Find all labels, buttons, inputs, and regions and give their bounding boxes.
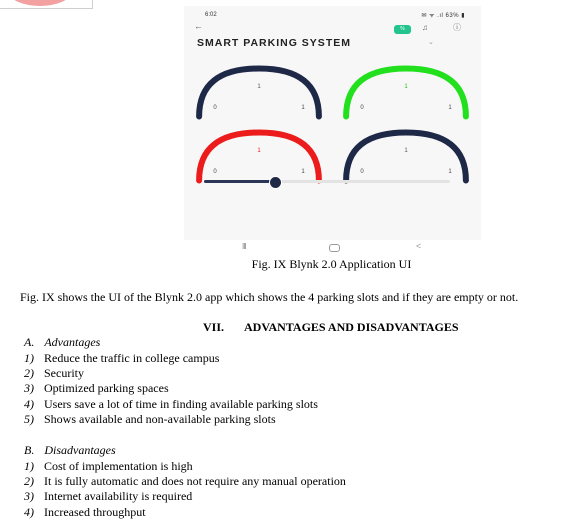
body-paragraph: Fig. IX shows the UI of the Blynk 2.0 app which shows the 4 parking slots and if they are empty or not. [20, 290, 519, 304]
list-item [24, 489, 192, 504]
list-number: 4) [24, 397, 34, 411]
list-text: Security [44, 366, 84, 380]
gauge-value: 1 [404, 148, 408, 154]
subsection-disadvantages [24, 443, 116, 458]
list-number: 4) [24, 505, 34, 519]
recent-apps-icon[interactable]: III [242, 242, 246, 251]
gauge-value: 1 [257, 148, 261, 154]
list-number: 3) [24, 489, 34, 503]
subsection-letter: B. [24, 443, 35, 457]
gauge-max: 1 [301, 169, 305, 175]
list-number: 1) [24, 351, 34, 365]
notification-icon[interactable]: ♫ [422, 23, 428, 32]
list-number: 1) [24, 459, 34, 473]
list-item [24, 351, 219, 366]
list-text: Reduce the traffic in college campus [44, 351, 220, 365]
gauge-3 [199, 133, 319, 181]
nav-back-icon[interactable]: < [416, 241, 422, 251]
gauge-min: 0 [213, 169, 217, 175]
gauge-4 [346, 133, 466, 181]
list-number: 3) [24, 381, 34, 395]
gauge-max: 1 [301, 105, 305, 111]
gauge-min: 0 [360, 105, 364, 111]
subsection-title: Advantages [44, 335, 101, 349]
gauge-value: 1 [257, 84, 261, 90]
figure-caption: Fig. IX Blynk 2.0 Application UI [251, 257, 412, 271]
section-heading [203, 320, 459, 335]
subsection-title: Disadvantages [44, 443, 116, 457]
list-item [24, 459, 193, 474]
subsection-advantages [24, 335, 100, 350]
subsection-letter: A. [24, 335, 35, 349]
status-icons: ✉ ᯤ .ıl 63% ▮ [421, 13, 465, 19]
gauge-2 [346, 69, 466, 117]
list-item [24, 366, 84, 381]
list-text: Cost of implementation is high [44, 459, 193, 473]
list-text: Increased throughput [44, 505, 146, 519]
list-text: Internet availability is required [44, 489, 193, 503]
status-time: 6:02 [205, 12, 217, 18]
list-text: It is fully automatic and does not require any manual operation [44, 474, 346, 488]
gauge-min: 0 [360, 169, 364, 175]
list-text: Optimized parking spaces [44, 381, 169, 395]
list-item [24, 505, 146, 520]
gauge-value: 1 [404, 84, 408, 90]
list-number: 2) [24, 474, 34, 488]
gauge-max: 1 [448, 169, 452, 175]
chevron-down-icon[interactable]: ⌄ [428, 39, 434, 46]
section-title: ADVANTAGES AND DISADVANTAGES [244, 320, 459, 334]
slider-fill [204, 180, 275, 183]
online-chip[interactable]: % [394, 25, 411, 34]
list-item [24, 381, 169, 396]
list-item [24, 474, 346, 489]
gauge-max: 1 [448, 105, 452, 111]
list-item [24, 412, 276, 427]
info-icon[interactable]: ⓘ [453, 23, 461, 32]
list-number: 2) [24, 366, 34, 380]
section-number: VII. [203, 320, 225, 334]
list-text: Users save a lot of time in finding available parking slots [44, 397, 318, 411]
home-icon[interactable] [329, 244, 340, 252]
gauges-panel [184, 6, 481, 240]
list-item [24, 397, 318, 412]
list-number: 5) [24, 412, 34, 426]
app-screenshot [184, 6, 481, 251]
back-arrow-icon[interactable]: ← [194, 21, 203, 31]
list-text: Shows available and non-available parking slots [44, 412, 276, 426]
gauge-1 [199, 69, 319, 117]
gauge-min: 0 [213, 105, 217, 111]
slider-track[interactable] [204, 180, 450, 183]
app-title: SMART PARKING SYSTEM [197, 37, 351, 49]
